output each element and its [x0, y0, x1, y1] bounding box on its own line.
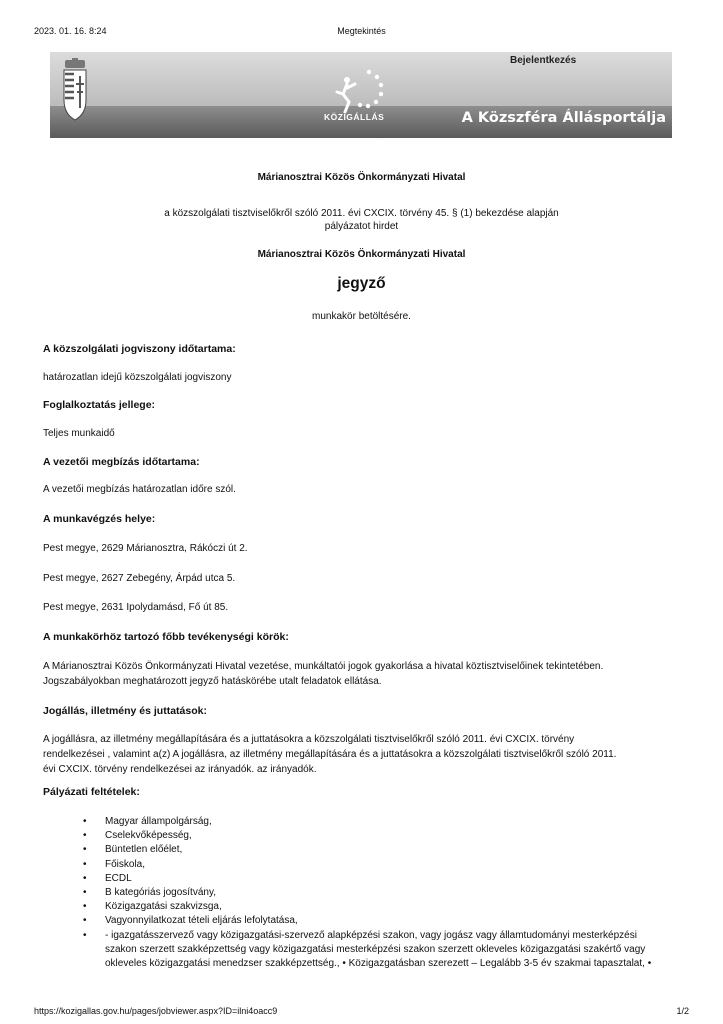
- print-title: Megtekintés: [337, 26, 386, 36]
- requirements-list: [83, 815, 663, 971]
- list-item: • ECDL: [83, 872, 663, 886]
- list-item: • Vagyonnyilatkozat tételi eljárás lefolytatása,: [83, 914, 663, 928]
- logo-text: KÖZIGÁLLÁS: [324, 112, 385, 122]
- hungarian-coat-of-arms-icon: [62, 58, 88, 128]
- list-item: • Közigazgatási szakvizsga,: [83, 900, 663, 914]
- duties-text-line-1: A Márianosztrai Közös Önkormányzati Hivatal vezetése, munkáltatói jogok gyakorlása a hivatal köztisztviselőinek tekintetében.: [43, 661, 604, 672]
- list-item: • Büntetlen előélet,: [83, 843, 663, 857]
- intro-line-2: pályázatot hirdet: [324, 221, 399, 232]
- salary-text-line-3: évi CXCIX. törvény rendelkezései az irányadók. az irányadók.: [43, 764, 317, 775]
- list-item: • Főiskola,: [83, 858, 663, 872]
- section-heading-salary: Jogállás, illetmény és juttatások:: [43, 705, 207, 717]
- portal-title: A Közszféra Állásportálja: [461, 110, 666, 126]
- section-heading-duration: A közszolgálati jogviszony időtartama:: [43, 343, 236, 355]
- workplace-item: Pest megye, 2627 Zebegény, Árpád utca 5.: [43, 573, 236, 584]
- workplace-item: Pest megye, 2629 Márianosztra, Rákóczi út 2.: [43, 543, 248, 554]
- section-text-mandate: A vezetői megbízás határozatlan időre szól.: [43, 484, 236, 495]
- position-title: jegyző: [337, 275, 386, 292]
- organization-title-2: Márianosztrai Közös Önkormányzati Hivatal: [257, 249, 466, 260]
- section-heading-workplace: A munkavégzés helye:: [43, 513, 156, 525]
- organization-title: Márianosztrai Közös Önkormányzati Hivatal: [257, 172, 466, 183]
- section-text-duration: határozatlan idejű közszolgálati jogviszony: [43, 372, 232, 383]
- footer-url[interactable]: https://kozigallas.gov.hu/pages/jobviewer.aspx?ID=ilni4oacc9: [34, 1006, 278, 1016]
- section-text-employment: Teljes munkaidő: [43, 428, 115, 439]
- workplace-item: Pest megye, 2631 Ipolydamásd, Fő út 85.: [43, 602, 229, 613]
- intro-line-1: a közszolgálati tisztviselőkről szóló 2011. évi CXCIX. törvény 45. § (1) bekezdése alapján: [164, 208, 559, 219]
- duties-text-line-2: Jogszabályokban meghatározott jegyző hatáskörébe utalt feladatok ellátása.: [43, 676, 382, 687]
- section-heading-employment: Foglalkoztatás jellege:: [43, 399, 156, 411]
- section-heading-duties: A munkakörhöz tartozó főbb tevékenységi körök:: [43, 631, 289, 643]
- print-header: [0, 26, 723, 38]
- list-item: • Magyar állampolgárság,: [83, 815, 663, 829]
- list-item: • B kategóriás jogosítvány,: [83, 886, 663, 900]
- print-date: 2023. 01. 16. 8:24: [34, 26, 107, 36]
- salary-text-line-1: A jogállásra, az illetmény megállapítására és a juttatásokra a közszolgálati tisztviselőkről szóló 2011. évi CXCIX. törvény: [43, 734, 575, 745]
- salary-text-line-2: rendelkezései , valamint a(z) A jogállásra, az illetmény megállapítására és a juttatásokra a közszolgálati tisztviselőkről szóló 2011.: [43, 749, 617, 760]
- position-suffix: munkakör betöltésére.: [312, 311, 411, 322]
- print-footer: [0, 1006, 723, 1018]
- page-number: 1/2: [676, 1006, 689, 1016]
- list-item: • Cselekvőképesség,: [83, 829, 663, 843]
- section-heading-mandate: A vezetői megbízás időtartama:: [43, 456, 200, 468]
- list-item: • - igazgatásszervező vagy közigazgatási-szervező alapképzési szakon, vagy jogász vagy államtudományi mesterképzési szakon szerzett szakképzettség vagy közigazgatási mesterképzési szakon szerzett okleveles közigazgatási szakértő vagy okleveles közigazgatási menedzser szakképzettség., • Közigazgatásban szerezett – Legalább 3-5 év szakmai tapasztalat, •: [83, 929, 663, 972]
- site-banner: [50, 52, 672, 138]
- login-link[interactable]: Bejelentkezés: [510, 55, 577, 66]
- section-heading-requirements: Pályázati feltételek:: [43, 786, 140, 798]
